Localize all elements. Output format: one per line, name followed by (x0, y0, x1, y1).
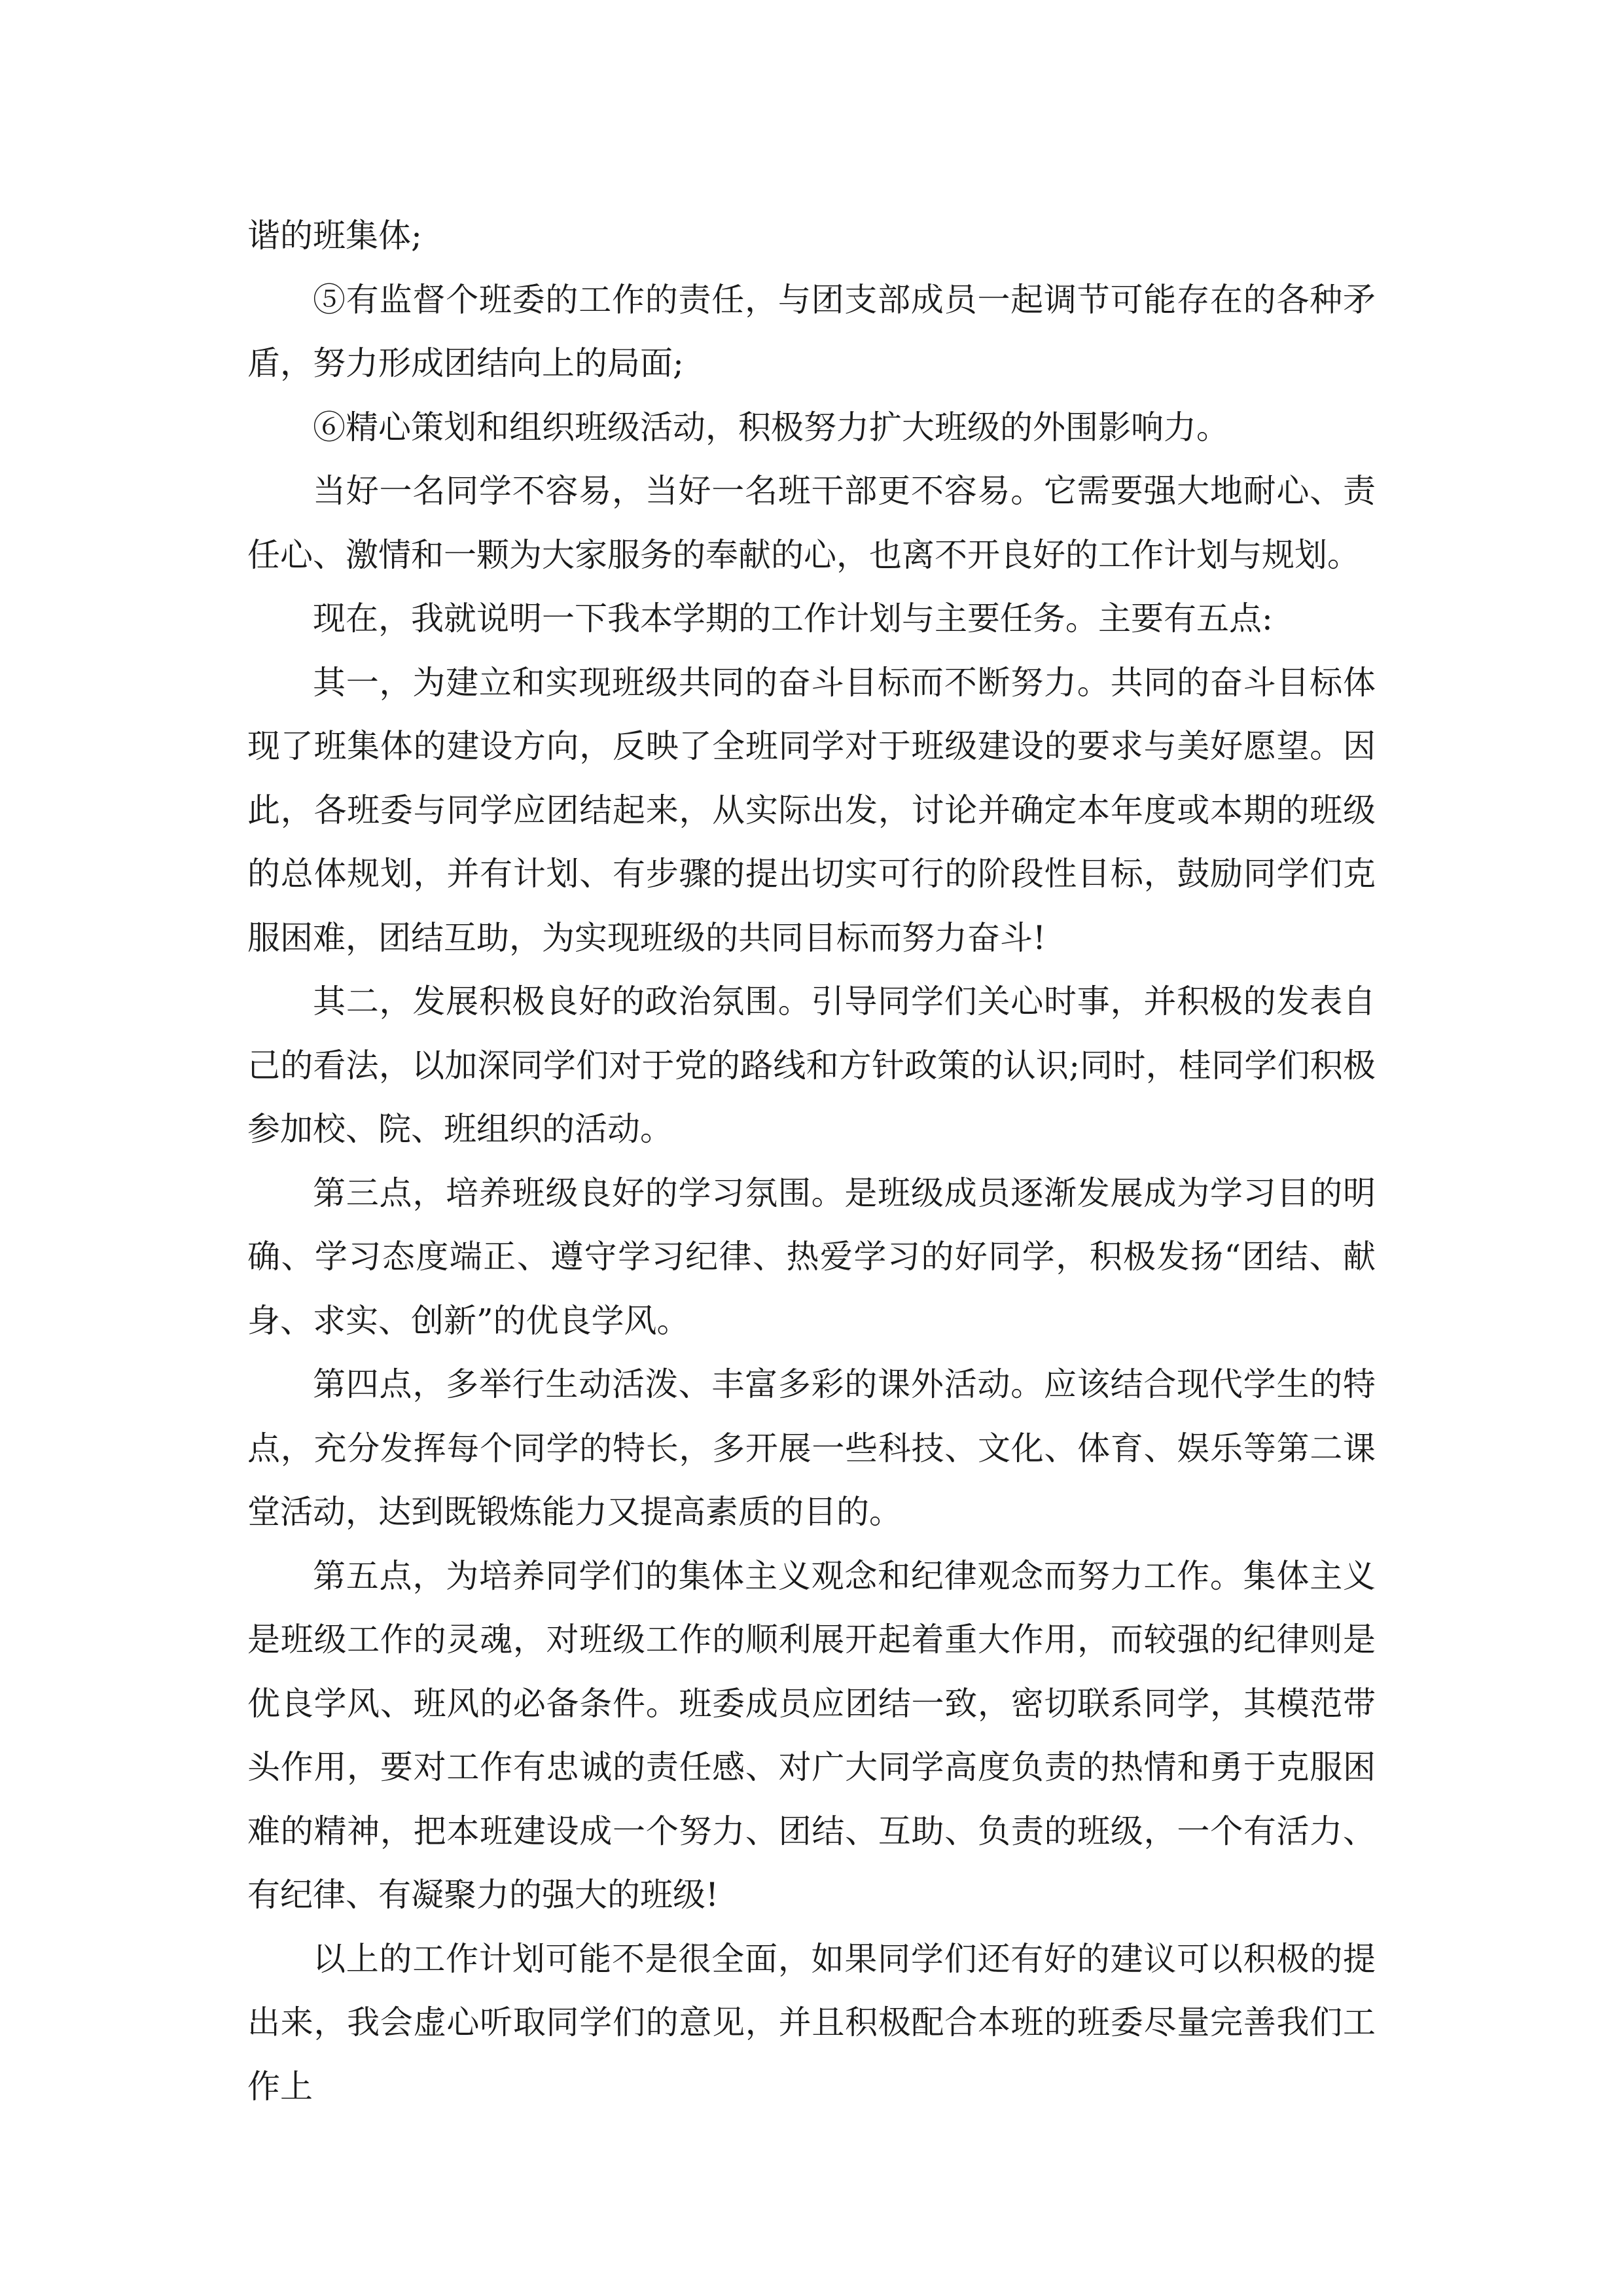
paragraph-point-2: 其二，发展积极良好的政治氛围。引导同学们关心时事，并积极的发表自己的看法，以加深同学们对于党的路线和方针政策的认识;同时，桂同学们积极参加校、院、班组织的活动。 (247, 982, 1376, 1148)
paragraph-plan-overview: 现在，我就说明一下我本学期的工作计划与主要任务。主要有五点: (313, 600, 1273, 637)
paragraph-point-5: 第五点，为培养同学们的集体主义观念和纪律观念而努力工作。集体主义是班级工作的灵魂，对班级工作的顺利展开起着重大作用，而较强的纪律则是优良学风、班风的必备条件。班委成员应团结一致，密切联系同学，其模范带头作用，要对工作有忠诚的责任感、对广大同学高度负责的热情和勇于克服困难的精神，把本班建设成一个努力、团结、互助、负责的班级，一个有活力、有纪律、有凝聚力的强大的班级! (247, 1556, 1376, 1914)
paragraph-point-4: 第四点，多举行生动活泼、丰富多彩的课外活动。应该结合现代学生的特点，充分发挥每个同学的特长，多开展一些科技、文化、体育、娱乐等第二课堂活动，达到既锻炼能力又提高素质的目的。 (247, 1365, 1376, 1531)
paragraph-intro: 当好一名同学不容易，当好一名班干部更不容易。它需要强大地耐心、责任心、激情和一颗为大家服务的奉献的心，也离不开良好的工作计划与规划。 (247, 472, 1376, 574)
paragraph-item-5: ⑤有监督个班委的工作的责任，与团支部成员一起调节可能存在的各种矛盾，努力形成团结向上的局面; (247, 280, 1376, 382)
document-body (247, 204, 1376, 2119)
paragraph-continuation: 谐的班集体; (247, 217, 422, 255)
paragraph-item-6: ⑥精心策划和组织班级活动，积极努力扩大班级的外围影响力。 (313, 408, 1229, 446)
paragraph-point-1: 其一，为建立和实现班级共同的奋斗目标而不断努力。共同的奋斗目标体现了班集体的建设方向，反映了全班同学对于班级建设的要求与美好愿望。因此，各班委与同学应团结起来，从实际出发，讨论并确定本年度或本期的班级的总体规划，并有计划、有步骤的提出切实可行的阶段性目标，鼓励同学们克服困难，团结互助，为实现班级的共同目标而努力奋斗! (247, 663, 1376, 957)
paragraph-closing: 以上的工作计划可能不是很全面，如果同学们还有好的建议可以积极的提出来，我会虚心听取同学们的意见，并且积极配合本班的班委尽量完善我们工作上 (247, 1939, 1376, 2106)
paragraph-point-3: 第三点，培养班级良好的学习氛围。是班级成员逐渐发展成为学习目的明确、学习态度端正、遵守学习纪律、热爱学习的好同学，积极发扬“团结、献身、求实、创新”的优良学风。 (247, 1174, 1376, 1340)
